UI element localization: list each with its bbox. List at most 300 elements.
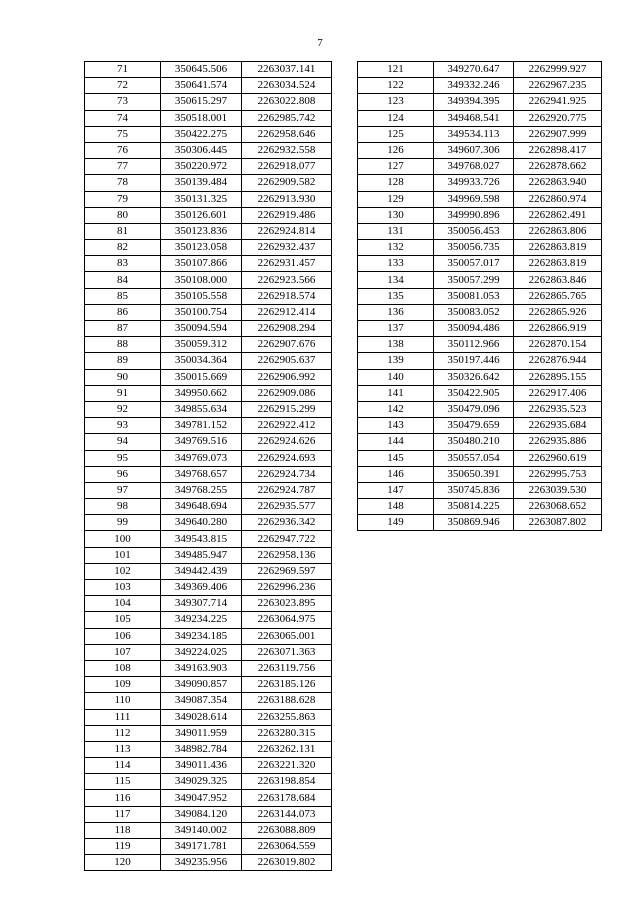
table-row	[85, 126, 332, 142]
y-coordinate-cell: 2262995.753	[514, 466, 602, 482]
table-row	[358, 482, 602, 498]
table-row	[85, 855, 332, 871]
x-coordinate-cell: 350650.391	[434, 466, 514, 482]
table-row	[358, 385, 602, 401]
x-coordinate-cell: 349950.662	[161, 385, 242, 401]
point-number-cell: 121	[358, 62, 434, 78]
y-coordinate-cell: 2262863.819	[514, 256, 602, 272]
y-coordinate-cell: 2262935.886	[514, 434, 602, 450]
table-row	[85, 78, 332, 94]
table-row	[358, 321, 602, 337]
table-row	[85, 110, 332, 126]
x-coordinate-cell: 350123.836	[161, 223, 242, 239]
y-coordinate-cell: 2262863.819	[514, 240, 602, 256]
point-number-cell: 123	[358, 94, 434, 110]
page-number: 7	[317, 37, 323, 49]
x-coordinate-cell: 350326.642	[434, 369, 514, 385]
table-row	[85, 450, 332, 466]
x-coordinate-cell: 350306.445	[161, 142, 242, 158]
point-number-cell: 79	[85, 191, 161, 207]
point-number-cell: 95	[85, 450, 161, 466]
y-coordinate-cell: 2262909.582	[242, 175, 332, 191]
table-row	[358, 288, 602, 304]
x-coordinate-cell: 349011.436	[161, 758, 242, 774]
point-number-cell: 105	[85, 612, 161, 628]
y-coordinate-cell: 2263178.684	[242, 790, 332, 806]
table-row	[85, 434, 332, 450]
table-row	[85, 580, 332, 596]
y-coordinate-cell: 2263037.141	[242, 62, 332, 78]
table-row	[358, 434, 602, 450]
point-number-cell: 141	[358, 385, 434, 401]
point-number-cell: 74	[85, 110, 161, 126]
y-coordinate-cell: 2262919.486	[242, 207, 332, 223]
table-row	[85, 304, 332, 320]
point-number-cell: 146	[358, 466, 434, 482]
y-coordinate-cell: 2262935.684	[514, 418, 602, 434]
point-number-cell: 97	[85, 482, 161, 498]
y-coordinate-cell: 2262918.077	[242, 159, 332, 175]
y-coordinate-cell: 2262935.577	[242, 499, 332, 515]
table-row	[85, 790, 332, 806]
x-coordinate-cell: 349235.956	[161, 855, 242, 871]
point-number-cell: 87	[85, 321, 161, 337]
x-coordinate-cell: 350557.054	[434, 450, 514, 466]
table-row	[358, 515, 602, 531]
point-number-cell: 81	[85, 223, 161, 239]
x-coordinate-cell: 350081.053	[434, 288, 514, 304]
point-number-cell: 72	[85, 78, 161, 94]
x-coordinate-cell: 350814.225	[434, 499, 514, 515]
table-row	[358, 142, 602, 158]
x-coordinate-cell: 349969.598	[434, 191, 514, 207]
x-coordinate-cell: 350094.594	[161, 321, 242, 337]
table-row	[85, 385, 332, 401]
point-number-cell: 107	[85, 644, 161, 660]
point-number-cell: 110	[85, 693, 161, 709]
table-row	[358, 499, 602, 515]
x-coordinate-cell: 349781.152	[161, 418, 242, 434]
y-coordinate-cell: 2263144.073	[242, 806, 332, 822]
y-coordinate-cell: 2263064.975	[242, 612, 332, 628]
table-row	[358, 450, 602, 466]
y-coordinate-cell: 2262860.974	[514, 191, 602, 207]
y-coordinate-cell: 2262941.925	[514, 94, 602, 110]
point-number-cell: 128	[358, 175, 434, 191]
table-row	[85, 596, 332, 612]
point-number-cell: 109	[85, 677, 161, 693]
y-coordinate-cell: 2262870.154	[514, 337, 602, 353]
point-number-cell: 92	[85, 401, 161, 417]
y-coordinate-cell: 2263119.756	[242, 660, 332, 676]
table-row	[85, 628, 332, 644]
x-coordinate-cell: 350139.484	[161, 175, 242, 191]
point-number-cell: 106	[85, 628, 161, 644]
y-coordinate-cell: 2262917.406	[514, 385, 602, 401]
point-number-cell: 119	[85, 839, 161, 855]
y-coordinate-cell: 2262958.136	[242, 547, 332, 563]
y-coordinate-cell: 2262907.676	[242, 337, 332, 353]
table-row	[85, 353, 332, 369]
x-coordinate-cell: 349933.726	[434, 175, 514, 191]
y-coordinate-cell: 2262876.944	[514, 353, 602, 369]
table-row	[358, 62, 602, 78]
table-row	[358, 110, 602, 126]
y-coordinate-cell: 2262924.734	[242, 466, 332, 482]
y-coordinate-cell: 2263034.524	[242, 78, 332, 94]
y-coordinate-cell: 2263255.863	[242, 709, 332, 725]
x-coordinate-cell: 350197.446	[434, 353, 514, 369]
point-number-cell: 114	[85, 758, 161, 774]
y-coordinate-cell: 2262996.236	[242, 580, 332, 596]
y-coordinate-cell: 2263039.530	[514, 482, 602, 498]
y-coordinate-cell: 2262862.491	[514, 207, 602, 223]
x-coordinate-cell: 350057.017	[434, 256, 514, 272]
table-row	[358, 126, 602, 142]
table-row	[85, 272, 332, 288]
point-number-cell: 71	[85, 62, 161, 78]
x-coordinate-cell: 348982.784	[161, 741, 242, 757]
point-number-cell: 115	[85, 774, 161, 790]
y-coordinate-cell: 2263023.895	[242, 596, 332, 612]
table-row	[85, 531, 332, 547]
table-row	[358, 304, 602, 320]
y-coordinate-cell: 2262912.414	[242, 304, 332, 320]
table-row	[358, 337, 602, 353]
point-number-cell: 116	[85, 790, 161, 806]
table-row	[358, 272, 602, 288]
y-coordinate-cell: 2262865.926	[514, 304, 602, 320]
x-coordinate-cell: 349369.406	[161, 580, 242, 596]
table-row	[85, 207, 332, 223]
y-coordinate-cell: 2263019.802	[242, 855, 332, 871]
x-coordinate-cell: 350745.836	[434, 482, 514, 498]
point-number-cell: 73	[85, 94, 161, 110]
point-number-cell: 94	[85, 434, 161, 450]
y-coordinate-cell: 2262906.992	[242, 369, 332, 385]
point-number-cell: 143	[358, 418, 434, 434]
table-row	[85, 677, 332, 693]
table-row	[85, 482, 332, 498]
table-row	[85, 159, 332, 175]
table-row	[85, 369, 332, 385]
x-coordinate-cell: 350422.905	[434, 385, 514, 401]
y-coordinate-cell: 2262907.999	[514, 126, 602, 142]
table-row	[85, 547, 332, 563]
point-number-cell: 83	[85, 256, 161, 272]
point-number-cell: 139	[358, 353, 434, 369]
table-row	[85, 94, 332, 110]
y-coordinate-cell: 2262958.646	[242, 126, 332, 142]
x-coordinate-cell: 349769.516	[161, 434, 242, 450]
point-number-cell: 104	[85, 596, 161, 612]
x-coordinate-cell: 350220.972	[161, 159, 242, 175]
x-coordinate-cell: 350094.486	[434, 321, 514, 337]
y-coordinate-cell: 2262920.775	[514, 110, 602, 126]
y-coordinate-cell: 2262936.342	[242, 515, 332, 531]
x-coordinate-cell: 349087.354	[161, 693, 242, 709]
y-coordinate-cell: 2263087.802	[514, 515, 602, 531]
x-coordinate-cell: 350479.096	[434, 401, 514, 417]
table-row	[358, 256, 602, 272]
point-number-cell: 137	[358, 321, 434, 337]
x-coordinate-cell: 350480.210	[434, 434, 514, 450]
point-number-cell: 131	[358, 223, 434, 239]
x-coordinate-cell: 349011.959	[161, 725, 242, 741]
table-row	[358, 223, 602, 239]
point-number-cell: 130	[358, 207, 434, 223]
table-row	[85, 288, 332, 304]
point-number-cell: 88	[85, 337, 161, 353]
x-coordinate-cell: 350645.506	[161, 62, 242, 78]
table-row	[358, 94, 602, 110]
y-coordinate-cell: 2263185.126	[242, 677, 332, 693]
point-number-cell: 145	[358, 450, 434, 466]
y-coordinate-cell: 2263065.001	[242, 628, 332, 644]
table-row	[85, 741, 332, 757]
y-coordinate-cell: 2263071.363	[242, 644, 332, 660]
table-row	[85, 499, 332, 515]
y-coordinate-cell: 2263198.854	[242, 774, 332, 790]
point-number-cell: 82	[85, 240, 161, 256]
table-row	[85, 774, 332, 790]
y-coordinate-cell: 2262865.765	[514, 288, 602, 304]
y-coordinate-cell: 2262985.742	[242, 110, 332, 126]
coordinates-table-right	[357, 61, 602, 531]
point-number-cell: 136	[358, 304, 434, 320]
table-row	[85, 709, 332, 725]
x-coordinate-cell: 349394.395	[434, 94, 514, 110]
y-coordinate-cell: 2262931.457	[242, 256, 332, 272]
table-row	[85, 401, 332, 417]
y-coordinate-cell: 2262908.294	[242, 321, 332, 337]
point-number-cell: 89	[85, 353, 161, 369]
table-row	[85, 515, 332, 531]
x-coordinate-cell: 349485.947	[161, 547, 242, 563]
table-row	[85, 822, 332, 838]
point-number-cell: 103	[85, 580, 161, 596]
point-number-cell: 100	[85, 531, 161, 547]
x-coordinate-cell: 349163.903	[161, 660, 242, 676]
y-coordinate-cell: 2262895.155	[514, 369, 602, 385]
point-number-cell: 111	[85, 709, 161, 725]
y-coordinate-cell: 2262913.930	[242, 191, 332, 207]
x-coordinate-cell: 350615.297	[161, 94, 242, 110]
point-number-cell: 142	[358, 401, 434, 417]
table-row	[358, 78, 602, 94]
x-coordinate-cell: 349607.306	[434, 142, 514, 158]
point-number-cell: 86	[85, 304, 161, 320]
x-coordinate-cell: 349029.325	[161, 774, 242, 790]
table-row	[358, 418, 602, 434]
x-coordinate-cell: 350034.364	[161, 353, 242, 369]
point-number-cell: 147	[358, 482, 434, 498]
x-coordinate-cell: 349084.120	[161, 806, 242, 822]
x-coordinate-cell: 350123.058	[161, 240, 242, 256]
point-number-cell: 140	[358, 369, 434, 385]
x-coordinate-cell: 349769.073	[161, 450, 242, 466]
y-coordinate-cell: 2262924.787	[242, 482, 332, 498]
table-row	[358, 466, 602, 482]
x-coordinate-cell: 349468.541	[434, 110, 514, 126]
x-coordinate-cell: 350131.325	[161, 191, 242, 207]
x-coordinate-cell: 349332.246	[434, 78, 514, 94]
x-coordinate-cell: 350112.966	[434, 337, 514, 353]
point-number-cell: 76	[85, 142, 161, 158]
x-coordinate-cell: 349090.857	[161, 677, 242, 693]
x-coordinate-cell: 349270.647	[434, 62, 514, 78]
table-row	[85, 644, 332, 660]
point-number-cell: 99	[85, 515, 161, 531]
point-number-cell: 149	[358, 515, 434, 531]
x-coordinate-cell: 349224.025	[161, 644, 242, 660]
table-row	[358, 240, 602, 256]
table-row	[85, 223, 332, 239]
x-coordinate-cell: 350126.601	[161, 207, 242, 223]
x-coordinate-cell: 349442.439	[161, 563, 242, 579]
table-row	[358, 369, 602, 385]
point-number-cell: 122	[358, 78, 434, 94]
y-coordinate-cell: 2262905.637	[242, 353, 332, 369]
x-coordinate-cell: 350083.052	[434, 304, 514, 320]
table-row	[85, 62, 332, 78]
y-coordinate-cell: 2263068.652	[514, 499, 602, 515]
x-coordinate-cell: 349171.781	[161, 839, 242, 855]
y-coordinate-cell: 2262999.927	[514, 62, 602, 78]
table-row	[85, 191, 332, 207]
point-number-cell: 98	[85, 499, 161, 515]
point-number-cell: 132	[358, 240, 434, 256]
x-coordinate-cell: 349140.002	[161, 822, 242, 838]
table-row	[358, 191, 602, 207]
x-coordinate-cell: 349768.027	[434, 159, 514, 175]
point-number-cell: 78	[85, 175, 161, 191]
point-number-cell: 75	[85, 126, 161, 142]
point-number-cell: 117	[85, 806, 161, 822]
x-coordinate-cell: 349768.657	[161, 466, 242, 482]
y-coordinate-cell: 2262947.722	[242, 531, 332, 547]
x-coordinate-cell: 350641.574	[161, 78, 242, 94]
table-row	[85, 758, 332, 774]
y-coordinate-cell: 2262967.235	[514, 78, 602, 94]
point-number-cell: 129	[358, 191, 434, 207]
y-coordinate-cell: 2262863.846	[514, 272, 602, 288]
x-coordinate-cell: 349648.694	[161, 499, 242, 515]
table-row	[85, 321, 332, 337]
point-number-cell: 108	[85, 660, 161, 676]
y-coordinate-cell: 2263262.131	[242, 741, 332, 757]
table-row	[358, 353, 602, 369]
y-coordinate-cell: 2262878.662	[514, 159, 602, 175]
x-coordinate-cell: 349640.280	[161, 515, 242, 531]
table-row	[358, 207, 602, 223]
point-number-cell: 112	[85, 725, 161, 741]
point-number-cell: 127	[358, 159, 434, 175]
x-coordinate-cell: 350100.754	[161, 304, 242, 320]
x-coordinate-cell: 349028.614	[161, 709, 242, 725]
point-number-cell: 135	[358, 288, 434, 304]
x-coordinate-cell: 350057.299	[434, 272, 514, 288]
x-coordinate-cell: 349768.255	[161, 482, 242, 498]
x-coordinate-cell: 350056.453	[434, 223, 514, 239]
y-coordinate-cell: 2263280.315	[242, 725, 332, 741]
y-coordinate-cell: 2262909.086	[242, 385, 332, 401]
table-row	[85, 839, 332, 855]
table-row	[358, 175, 602, 191]
y-coordinate-cell: 2262924.626	[242, 434, 332, 450]
x-coordinate-cell: 350422.275	[161, 126, 242, 142]
x-coordinate-cell: 349543.815	[161, 531, 242, 547]
point-number-cell: 80	[85, 207, 161, 223]
y-coordinate-cell: 2262932.437	[242, 240, 332, 256]
point-number-cell: 102	[85, 563, 161, 579]
y-coordinate-cell: 2262898.417	[514, 142, 602, 158]
y-coordinate-cell: 2263088.809	[242, 822, 332, 838]
point-number-cell: 138	[358, 337, 434, 353]
table-row	[85, 256, 332, 272]
y-coordinate-cell: 2263022.808	[242, 94, 332, 110]
point-number-cell: 148	[358, 499, 434, 515]
y-coordinate-cell: 2263064.559	[242, 839, 332, 855]
table-row	[85, 175, 332, 191]
y-coordinate-cell: 2263188.628	[242, 693, 332, 709]
y-coordinate-cell: 2262918.574	[242, 288, 332, 304]
table-row	[85, 725, 332, 741]
x-coordinate-cell: 350518.001	[161, 110, 242, 126]
table-row	[358, 159, 602, 175]
point-number-cell: 125	[358, 126, 434, 142]
point-number-cell: 124	[358, 110, 434, 126]
y-coordinate-cell: 2262924.814	[242, 223, 332, 239]
x-coordinate-cell: 350107.866	[161, 256, 242, 272]
y-coordinate-cell: 2262863.806	[514, 223, 602, 239]
x-coordinate-cell: 350056.735	[434, 240, 514, 256]
point-number-cell: 120	[85, 855, 161, 871]
table-row	[85, 337, 332, 353]
x-coordinate-cell: 349990.896	[434, 207, 514, 223]
x-coordinate-cell: 349855.634	[161, 401, 242, 417]
table-row	[85, 660, 332, 676]
x-coordinate-cell: 349307.714	[161, 596, 242, 612]
table-row	[85, 563, 332, 579]
table-row	[85, 806, 332, 822]
point-number-cell: 91	[85, 385, 161, 401]
point-number-cell: 144	[358, 434, 434, 450]
point-number-cell: 85	[85, 288, 161, 304]
x-coordinate-cell: 349234.225	[161, 612, 242, 628]
point-number-cell: 126	[358, 142, 434, 158]
y-coordinate-cell: 2262863.940	[514, 175, 602, 191]
point-number-cell: 96	[85, 466, 161, 482]
y-coordinate-cell: 2262915.299	[242, 401, 332, 417]
x-coordinate-cell: 350869.946	[434, 515, 514, 531]
y-coordinate-cell: 2262923.566	[242, 272, 332, 288]
point-number-cell: 118	[85, 822, 161, 838]
point-number-cell: 133	[358, 256, 434, 272]
x-coordinate-cell: 350108.000	[161, 272, 242, 288]
table-row	[85, 418, 332, 434]
table-row	[85, 240, 332, 256]
x-coordinate-cell: 350015.669	[161, 369, 242, 385]
y-coordinate-cell: 2262935.523	[514, 401, 602, 417]
y-coordinate-cell: 2262969.597	[242, 563, 332, 579]
table-row	[85, 693, 332, 709]
point-number-cell: 134	[358, 272, 434, 288]
point-number-cell: 101	[85, 547, 161, 563]
point-number-cell: 84	[85, 272, 161, 288]
table-row	[85, 142, 332, 158]
table-row	[85, 466, 332, 482]
